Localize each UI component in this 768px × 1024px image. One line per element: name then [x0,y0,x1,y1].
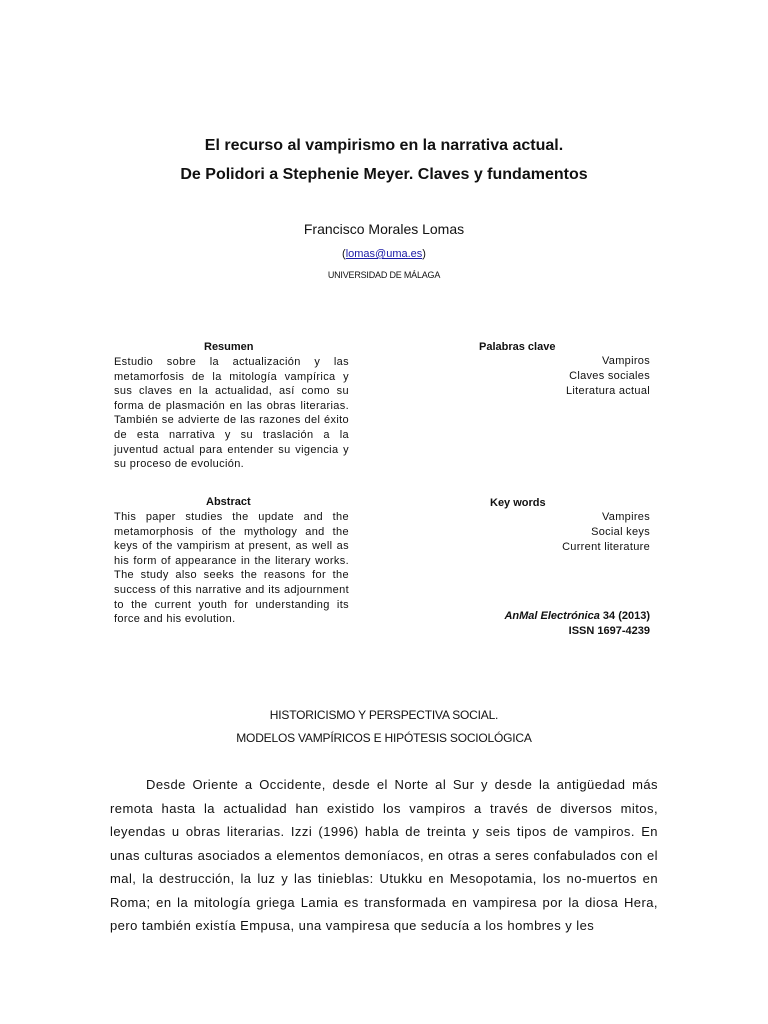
keyword-item: Vampires [601,511,650,523]
palabras-clave-list [566,354,650,399]
key-words-list [562,510,650,555]
palabras-clave-heading: Palabras clave [479,341,556,353]
abstract-heading: Abstract [206,496,251,508]
section-heading-line1: HISTORICISMO Y PERSPECTIVA SOCIAL. [269,708,499,722]
section-heading-line2: MODELOS VAMPÍRICOS E HIPÓTESIS SOCIOLÓGICA [236,731,532,745]
author-email-link[interactable]: lomas@uma.es [345,248,423,260]
author-affiliation: UNIVERSIDAD DE MÁLAGA [327,270,441,280]
paper-title-line2: De Polidori a Stephenie Meyer. Claves y fundamentos [180,166,588,183]
keyword-item: Social keys [591,526,650,538]
journal-name: AnMal Electrónica [504,610,600,622]
journal-info [504,609,650,639]
journal-issn: ISSN 1697-4239 [568,625,650,637]
abstract-text: This paper studies the update and the metamorphosis of the mythology and the keys of the vampirism at present, as well as his form of appearance in the literary works. The study also seeks the reasons for the success of this narrative and its adjournment to the current youth for understanding its force and his evolution. [114,511,349,626]
keyword-item: Current literature [562,541,650,553]
keyword-item: Claves sociales [569,370,650,382]
author-name: Francisco Morales Lomas [303,221,465,237]
keyword-item: Vampiros [601,355,650,367]
resumen-text: Estudio sobre la actualización y las metamorfosis de la mitología vampírica y sus claves en la actualidad, así como su forma de plasmación en las obras literarias. También se advierte de las razones del éxito de esta narrativa y su traslación a la juventud actual para entender su vigencia y su proceso de evolución. [114,356,349,471]
email-close-paren: ) [422,248,426,260]
author-email-line [0,248,768,260]
journal-citation [504,609,650,624]
body-text [110,773,658,938]
email-open-paren: ( [342,248,346,260]
body-paragraph: Desde Oriente a Occidente, desde el Norte al Sur y desde la antigüedad más remota hasta la actualidad han existido los vampiros a través de diversos mitos, leyendas u obras literarias. Izzi (1996) habla de treinta y seis tipos de vampiros. En unas culturas asociados a elementos demoníacos, en otras a seres confabulados con el mal, la destrucción, la luz y las tinieblas: Utukku en Mesopotamia, los no-muertos en Roma; en la mitología griega Lamia es transformada en vampiresa por la diosa Hera, pero también existía Empusa, una vampiresa que seducía a los hombres y les [110,777,658,933]
resumen-heading: Resumen [204,341,254,353]
keyword-item: Literatura actual [566,385,650,397]
journal-issue: 34 (2013) [599,610,650,622]
paper-title-line1: El recurso al vampirismo en la narrativa actual. [204,137,564,154]
key-words-heading: Key words [490,497,546,509]
